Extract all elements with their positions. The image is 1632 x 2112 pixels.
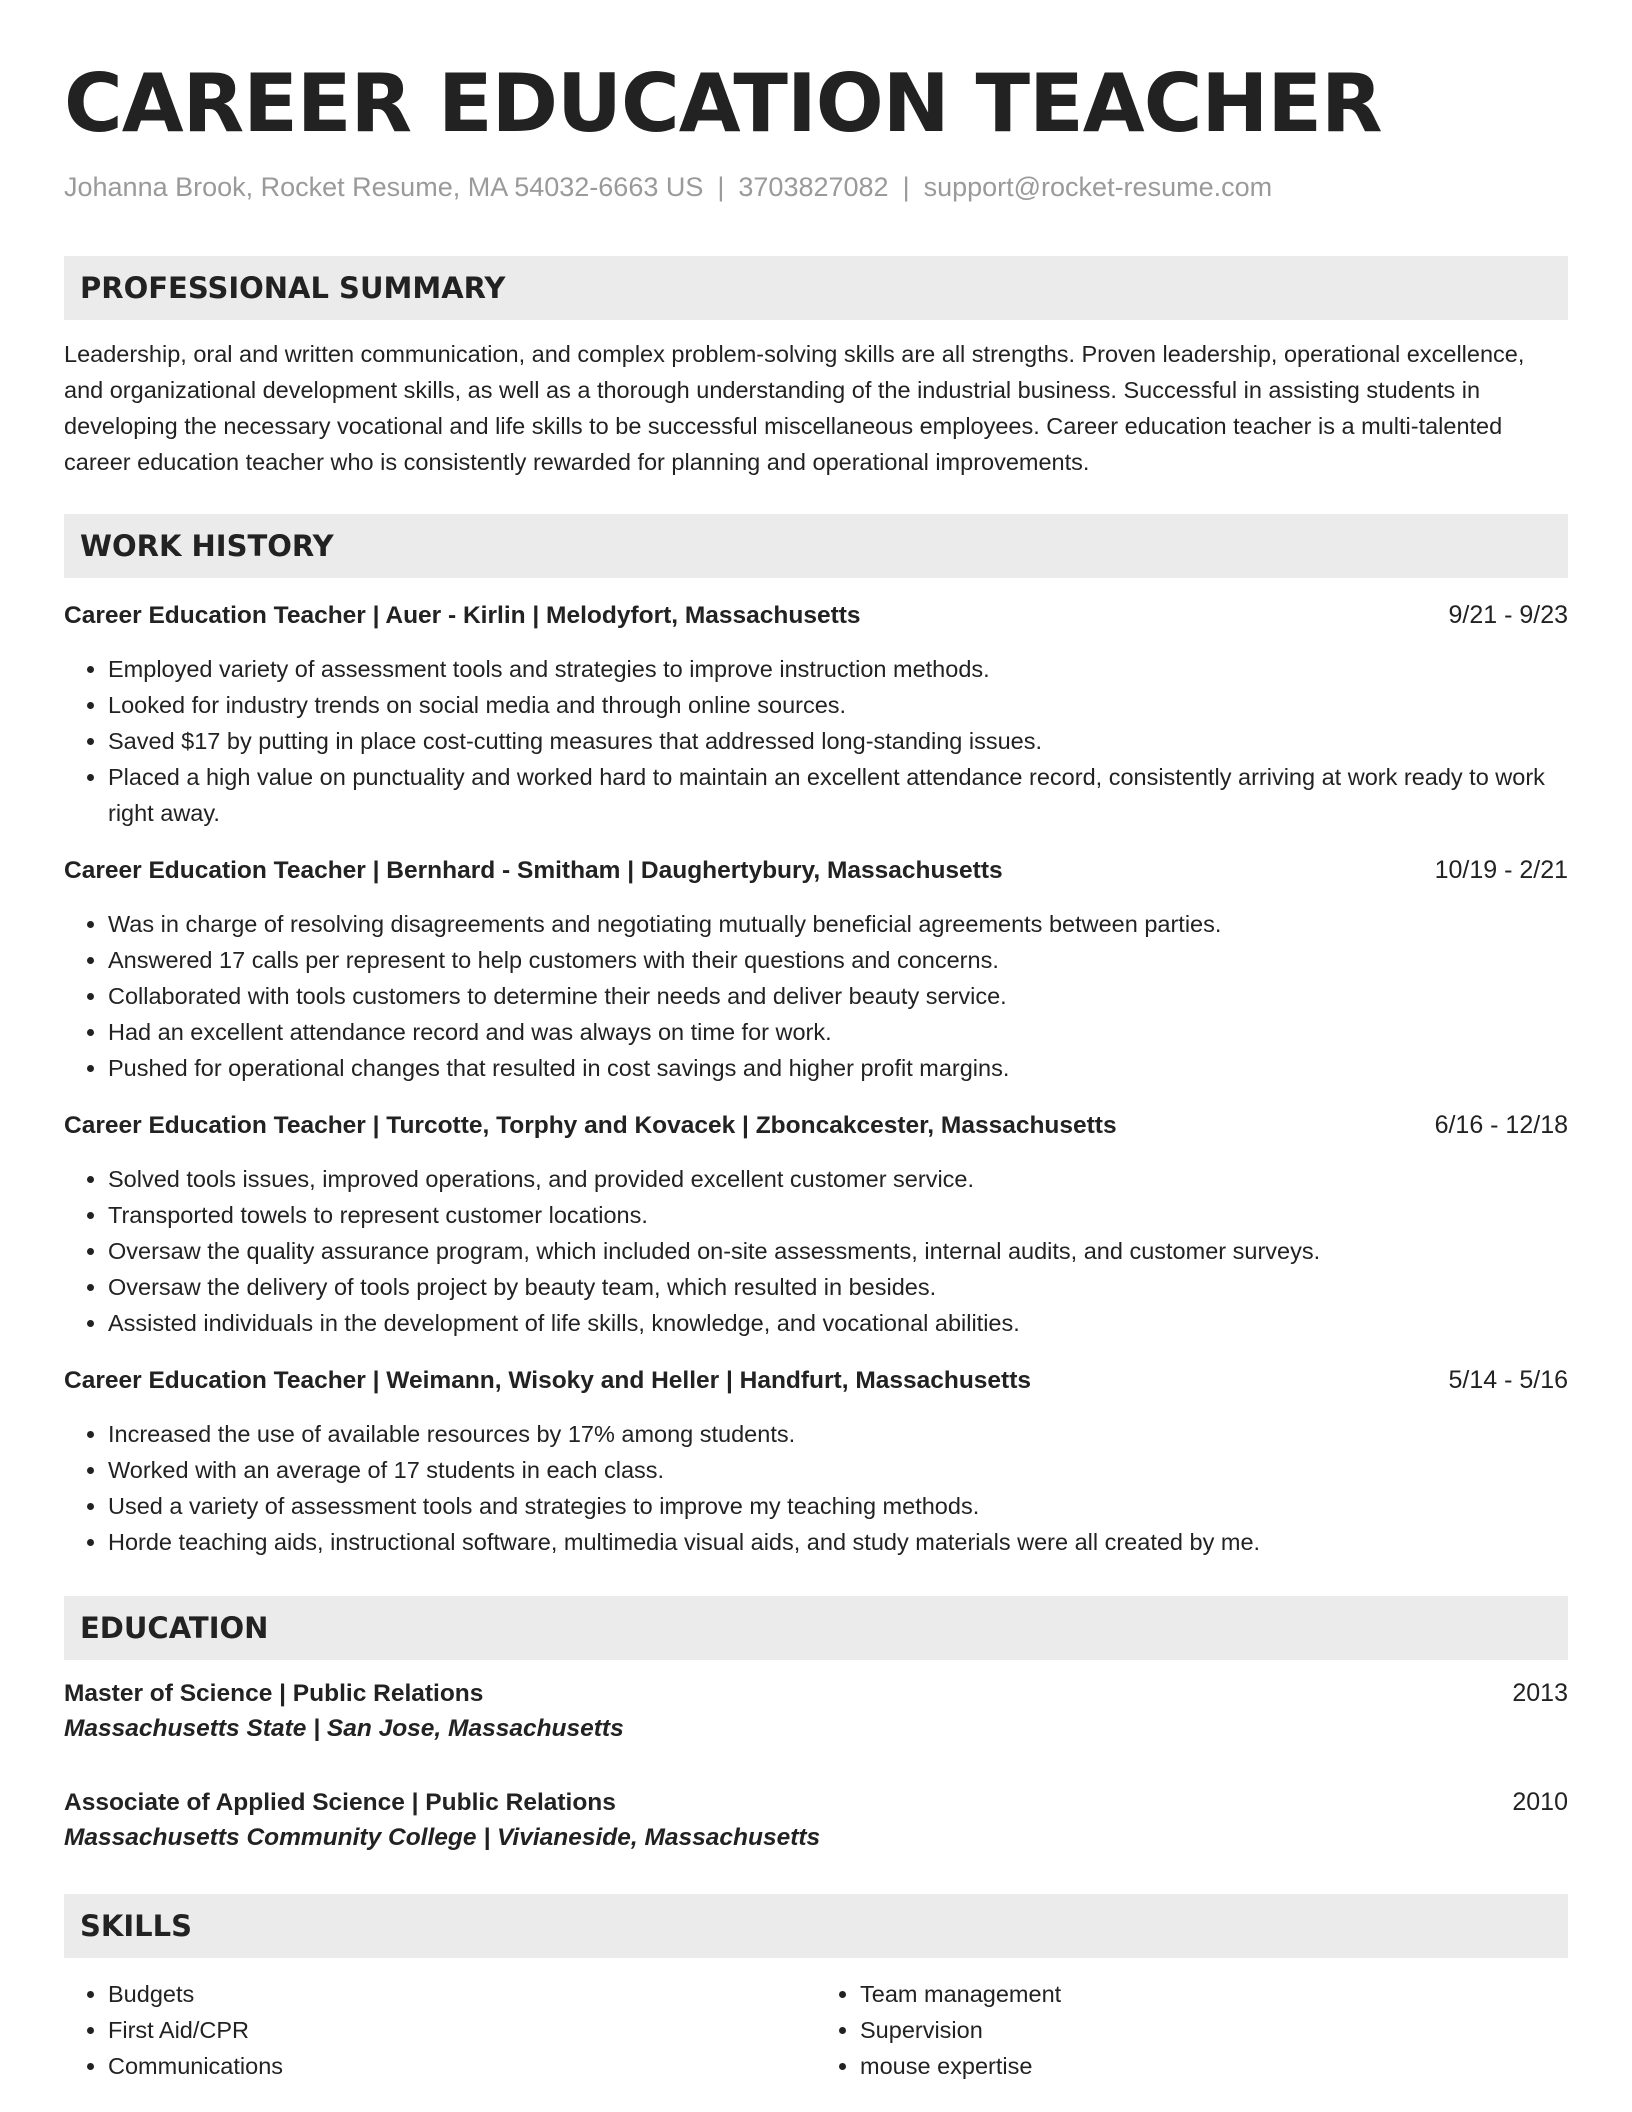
education-entry	[64, 1785, 1568, 1856]
education-school: Massachusetts Community College | Vivianeside, Massachusetts	[64, 1824, 821, 1851]
education-year: 2013	[1512, 1679, 1568, 1707]
education-list	[64, 1676, 1568, 1856]
job-bullets	[64, 906, 1568, 1086]
job-bullet: • Used a variety of assessment tools and strategies to improve my teaching methods.	[108, 1488, 1568, 1524]
contact-email: support@rocket-resume.com	[923, 172, 1273, 202]
skill-item: • First Aid/CPR	[108, 2012, 816, 2048]
job-bullet: • Assisted individuals in the development of life skills, knowledge, and vocational abilities.	[108, 1305, 1568, 1341]
job-bullet: • Was in charge of resolving disagreements and negotiating mutually beneficial agreements between parties.	[108, 906, 1568, 942]
contact-separator: |	[717, 172, 725, 202]
education-entry	[64, 1676, 1568, 1747]
job-bullet: • Solved tools issues, improved operations, and provided excellent customer service.	[108, 1161, 1568, 1197]
summary-text: Leadership, oral and written communication, and complex problem-solving skills are all strengths. Proven leadership, operational excellence, and organizational development skills, as well as a thorough understanding of the industrial business. Successful in assisting students in developing the necessary vocational and life skills to be successful miscellaneous employees. Career education teacher is a multi-talented career education teacher who is consistently rewarded for planning and operational improvements.	[64, 341, 1525, 475]
contact-address: Johanna Brook, Rocket Resume, MA 54032-6663 US	[64, 172, 704, 202]
skill-item: • Team management	[860, 1976, 1568, 2012]
job-title: Career Education Teacher | Weimann, Wisoky and Heller | Handfurt, Massachusetts	[64, 1367, 1031, 1394]
education-school: Massachusetts State | San Jose, Massachusetts	[64, 1715, 624, 1742]
job-entry	[64, 1108, 1568, 1341]
resume-title: CAREER EDUCATION TEACHER	[64, 57, 1382, 150]
job-entry	[64, 853, 1568, 1086]
job-entry	[64, 598, 1568, 831]
skills-column-left	[64, 1976, 816, 2084]
job-bullet: • Pushed for operational changes that resulted in cost savings and higher profit margins.	[108, 1050, 1568, 1086]
skill-item: • mouse expertise	[860, 2048, 1568, 2084]
education-year: 2010	[1512, 1788, 1568, 1816]
job-bullet: • Oversaw the quality assurance program, which included on-site assessments, internal audits, and customer surveys.	[108, 1233, 1568, 1269]
contact-phone: 3703827082	[738, 172, 889, 202]
job-dates: 6/16 - 12/18	[1434, 1111, 1568, 1139]
job-entry	[64, 1363, 1568, 1560]
contact-line	[64, 170, 1568, 204]
job-bullet: • Saved $17 by putting in place cost-cutting measures that addressed long-standing issues.	[108, 723, 1568, 759]
section-heading-skills: SKILLS	[64, 1894, 1568, 1958]
job-bullet: • Oversaw the delivery of tools project by beauty team, which resulted in besides.	[108, 1269, 1568, 1305]
job-bullet: • Increased the use of available resources by 17% among students.	[108, 1416, 1568, 1452]
job-bullet: • Answered 17 calls per represent to help customers with their questions and concerns.	[108, 942, 1568, 978]
job-bullet: • Had an excellent attendance record and was always on time for work.	[108, 1014, 1568, 1050]
job-bullet: • Collaborated with tools customers to determine their needs and deliver beauty service.	[108, 978, 1568, 1014]
section-heading-summary: PROFESSIONAL SUMMARY	[64, 256, 1568, 320]
contact-separator: |	[902, 172, 910, 202]
job-dates: 10/19 - 2/21	[1434, 856, 1568, 884]
education-degree: Associate of Applied Science | Public Relations	[64, 1789, 616, 1816]
job-bullet: • Looked for industry trends on social media and through online sources.	[108, 687, 1568, 723]
skill-item: • Budgets	[108, 1976, 816, 2012]
job-dates: 9/21 - 9/23	[1448, 601, 1568, 629]
job-bullet: • Employed variety of assessment tools and strategies to improve instruction methods.	[108, 651, 1568, 687]
skill-item: • Supervision	[860, 2012, 1568, 2048]
job-dates: 5/14 - 5/16	[1448, 1366, 1568, 1394]
job-bullet: • Transported towels to represent customer locations.	[108, 1197, 1568, 1233]
job-title: Career Education Teacher | Auer - Kirlin | Melodyfort, Massachusetts	[64, 602, 861, 629]
skill-item: • Communications	[108, 2048, 816, 2084]
job-bullets	[64, 1416, 1568, 1560]
job-title: Career Education Teacher | Bernhard - Smitham | Daughertybury, Massachusetts	[64, 857, 1003, 884]
job-title: Career Education Teacher | Turcotte, Torphy and Kovacek | Zboncakcester, Massachusetts	[64, 1112, 1117, 1139]
section-heading-work: WORK HISTORY	[64, 514, 1568, 578]
job-bullet: • Placed a high value on punctuality and worked hard to maintain an excellent attendance record, consistently arriving at work ready to work right away.	[108, 759, 1568, 831]
job-bullet: • Horde teaching aids, instructional software, multimedia visual aids, and study materials were all created by me.	[108, 1524, 1568, 1560]
work-history-list	[64, 598, 1568, 1560]
job-bullet: • Worked with an average of 17 students in each class.	[108, 1452, 1568, 1488]
job-bullets	[64, 651, 1568, 831]
job-bullets	[64, 1161, 1568, 1341]
skills-column-right	[816, 1976, 1568, 2084]
section-heading-education: EDUCATION	[64, 1596, 1568, 1660]
education-degree: Master of Science | Public Relations	[64, 1680, 484, 1707]
skills-list	[64, 1976, 1568, 2084]
